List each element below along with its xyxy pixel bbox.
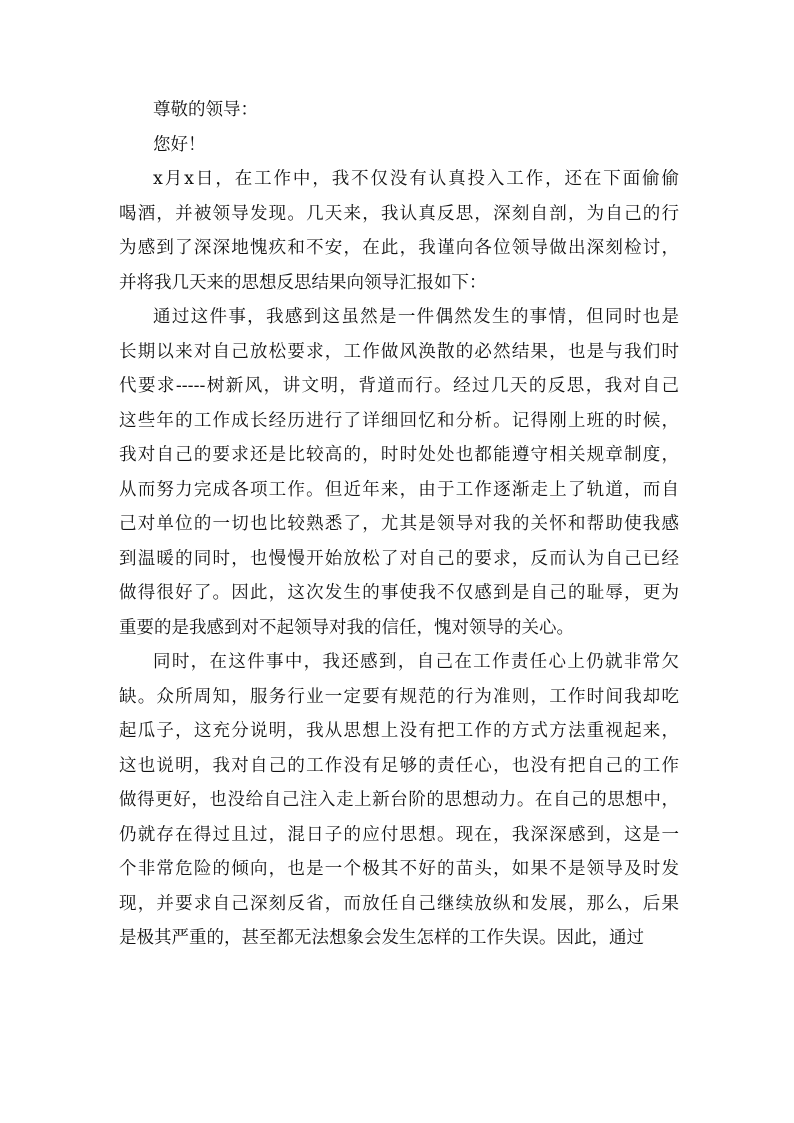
text-line: 做得很好了。因此，这次发生的事使我不仅感到是自己的耻辱，更为 [119, 583, 679, 603]
text-line: 喝酒，并被领导发现。几天来，我认真反思，深刻自剖，为自己的行 [119, 203, 679, 224]
paragraph [119, 645, 679, 956]
text-line: 这些年的工作成长经历进行了详细回忆和分析。记得刚上班的时候， [119, 410, 679, 431]
text-line: 长期以来对自己放松要求，工作做风涣散的必然结果，也是与我们时 [119, 341, 679, 362]
letter-body [119, 93, 679, 956]
text-line: 并将我几天来的思想反思结果向领导汇报如下： [119, 272, 487, 293]
paragraph [119, 162, 679, 300]
paragraph [119, 300, 679, 645]
text-line: 仍就存在得过且过，混日子的应付思想。现在，我深深感到，这是一 [119, 824, 679, 845]
text-line: 现，并要求自己深刻反省，而放任自己继续放纵和发展，那么，后果 [119, 893, 679, 914]
text-line: 我对自己的要求还是比较高的，时时处处也都能遵守相关规章制度， [119, 445, 679, 465]
text-line: 为感到了深深地愧疚和不安，在此，我谨向各位领导做出深刻检讨， [119, 238, 679, 258]
text-line: 同时，在这件事中，我还感到，自己在工作责任心上仍就非常欠 [153, 652, 679, 672]
paragraph-list [119, 162, 679, 956]
greeting: 您好！ [153, 134, 206, 155]
text-line: 从而努力完成各项工作。但近年来，由于工作逐渐走上了轨道，而自 [119, 479, 679, 500]
text-line: 通过这件事，我感到这虽然是一件偶然发生的事情，但同时也是 [153, 307, 679, 327]
text-line: 缺。众所周知，服务行业一定要有规范的行为准则，工作时间我却吃 [119, 686, 679, 707]
text-line: 到温暖的同时，也慢慢开始放松了对自己的要求，反而认为自己已经 [119, 548, 679, 569]
text-line: 做得更好，也没给自己注入走上新台阶的思想动力。在自己的思想中， [119, 790, 679, 810]
text-line: x月x日，在工作中，我不仅没有认真投入工作，还在下面偷偷 [153, 169, 679, 189]
text-line: 起瓜子，这充分说明，我从思想上没有把工作的方式方法重视起来， [119, 721, 679, 741]
text-line: 是极其严重的，甚至都无法想象会发生怎样的工作失误。因此，通过 [119, 928, 644, 948]
text-line: 代要求-----树新风，讲文明，背道而行。经过几天的反思，我对自己 [119, 376, 679, 396]
text-line: 个非常危险的倾向，也是一个极其不好的苗头，如果不是领导及时发 [119, 859, 679, 879]
text-line: 重要的是我感到对不起领导对我的信任，愧对领导的关心。 [119, 617, 574, 638]
text-line: 这也说明，我对自己的工作没有足够的责任心，也没有把自己的工作 [119, 755, 679, 776]
salutation: 尊敬的领导： [153, 100, 258, 120]
text-line: 己对单位的一切也比较熟悉了，尤其是领导对我的关怀和帮助使我感 [119, 514, 679, 534]
